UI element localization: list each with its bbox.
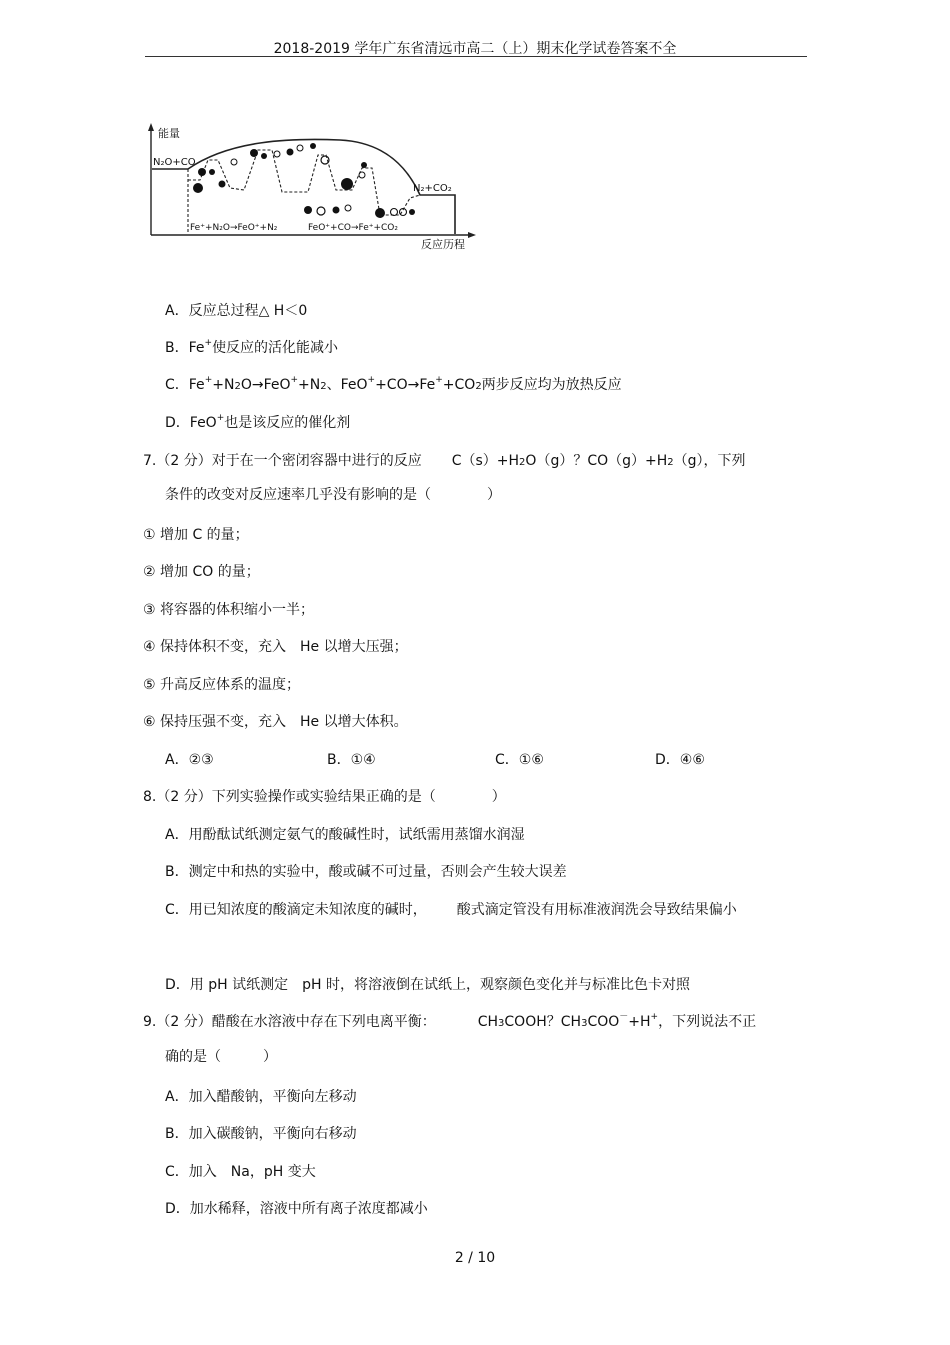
q9-stem-line2: 确的是（ ）	[165, 1049, 277, 1065]
q9-option-b: B．加入碳酸钠，平衡向右移动	[165, 1126, 357, 1142]
q7-item-4: ④ 保持体积不变，充入 He 以增大压强；	[143, 639, 408, 655]
molecule-mark	[341, 178, 353, 190]
q8-option-b: B．测定中和热的实验中，酸或碱不可过量，否则会产生较大误差	[165, 864, 567, 880]
molecule-mark	[391, 209, 398, 216]
q7-item-6: ⑥ 保持压强不变，充入 He 以增大体积。	[143, 714, 408, 730]
q9-option-c: C．加入 Na，pH 变大	[165, 1164, 316, 1180]
molecule-mark	[317, 207, 325, 215]
molecule-mark	[297, 145, 303, 151]
q7-option-d: D．④⑥	[655, 752, 705, 768]
y-axis-label: 能量	[158, 127, 180, 140]
molecule-mark	[231, 159, 237, 165]
header-rule	[145, 56, 807, 57]
molecule-mark	[198, 168, 206, 176]
q7-item-1: ① 增加 C 的量；	[143, 527, 249, 543]
q7-stem-line2: 条件的改变对反应速率几乎没有影响的是（ ）	[165, 487, 501, 503]
molecule-mark	[193, 183, 203, 193]
header-title: 2018-2019 学年广东省清远市高二（上）期末化学试卷答案不全	[273, 41, 677, 57]
q6-option-a: A．反应总过程△ H＜0	[165, 303, 308, 319]
q7-item-2: ② 增加 CO 的量；	[143, 564, 260, 580]
q8-option-a: A．用酚酞试纸测定氨气的酸碱性时，试纸需用蒸馏水润湿	[165, 827, 525, 843]
page-number: 2 / 10	[454, 1250, 496, 1266]
molecule-mark	[310, 143, 316, 149]
catalyzed-path	[188, 150, 420, 234]
q7-option-a: A．②③	[165, 752, 214, 768]
molecule-mark	[409, 209, 415, 215]
molecule-mark	[287, 149, 294, 156]
x-axis-label: 反应历程	[421, 238, 465, 251]
q7-stem: 7.（2 分）对于在一个密闭容器中进行的反应 C（s）+H2O（g）？CO（g）+H2（g），下列	[143, 453, 746, 469]
molecule-mark	[375, 208, 385, 218]
step2-label: FeO⁺+CO→Fe⁺+CO₂	[308, 223, 398, 233]
end-label: N₂+CO₂	[413, 183, 452, 194]
q9-option-d: D．加水稀释，溶液中所有离子浓度都减小	[165, 1201, 428, 1217]
molecule-mark	[361, 162, 367, 168]
x-axis-arrow	[468, 232, 476, 238]
q7-option-c: C．①⑥	[495, 752, 544, 768]
q9-stem: 9.（2 分）醋酸在水溶液中存在下列电离平衡： CH3COOH？CH3COO－+H+，下列说法不正	[143, 1012, 757, 1030]
molecule-mark	[219, 181, 226, 188]
energy-diagram	[140, 120, 480, 260]
molecule-mark	[209, 169, 215, 175]
q7-item-5: ⑤ 升高反应体系的温度；	[143, 677, 301, 693]
molecule-mark	[274, 151, 280, 157]
molecule-mark	[261, 153, 267, 159]
q6-option-b: B．Fe+使反应的活化能减小	[165, 338, 339, 356]
molecule-mark	[345, 205, 351, 211]
q8-stem: 8.（2 分）下列实验操作或实验结果正确的是（ ）	[143, 789, 506, 805]
q8-option-c: C．用已知浓度的酸滴定未知浓度的碱时， 酸式滴定管没有用标准液润洗会导致结果偏小	[165, 902, 737, 918]
molecule-mark	[250, 149, 258, 157]
start-label: N₂O+CO	[153, 157, 196, 168]
q6-option-d: D．FeO+也是该反应的催化剂	[165, 413, 351, 431]
q9-option-a: A．加入醋酸钠，平衡向左移动	[165, 1089, 357, 1105]
q6-option-c: C．Fe++N2O→FeO++N2、FeO++CO→Fe++CO2两步反应均为放热反应	[165, 375, 622, 393]
molecule-mark	[304, 206, 312, 214]
q7-option-b: B．①④	[327, 752, 376, 768]
molecule-mark	[359, 172, 365, 178]
molecule-mark	[333, 207, 340, 214]
y-axis-arrow	[148, 123, 154, 131]
q8-option-d: D．用 pH 试纸测定 pH 时，将溶液倒在试纸上，观察颜色变化并与标准比色卡对照	[165, 977, 690, 993]
step1-label: Fe⁺+N₂O→FeO⁺+N₂	[190, 223, 278, 233]
q7-item-3: ③ 将容器的体积缩小一半；	[143, 602, 315, 618]
